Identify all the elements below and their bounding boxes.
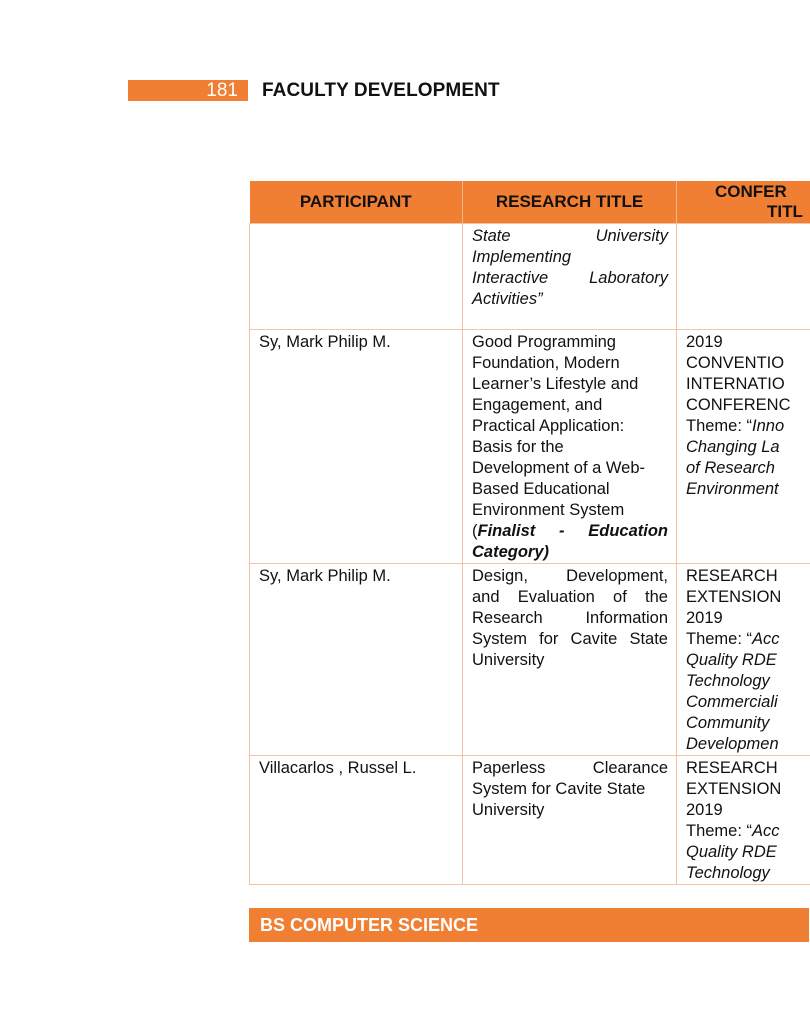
finalist-label: Finalist - Education: [477, 522, 668, 540]
conference-line: EXTENSION: [686, 780, 782, 798]
participant-cell: [250, 224, 463, 330]
conference-cell: [677, 224, 810, 330]
conference-theme-line: Community: [686, 714, 770, 732]
column-header-participant: PARTICIPANT: [250, 181, 463, 224]
participant-cell: Sy, Mark Philip M.: [250, 564, 463, 756]
title-line: System for Cavite State: [472, 630, 668, 648]
research-title-cell: [463, 224, 677, 330]
conference-line: CONVENTIO: [686, 354, 785, 372]
title-line: State University: [472, 227, 668, 245]
faculty-research-table: [249, 181, 810, 885]
finalist-line: (Finalist - Education: [472, 522, 668, 540]
conference-theme-line: Commerciali: [686, 693, 778, 711]
title-line: Development of a Web-: [472, 459, 646, 477]
table-row: [250, 224, 810, 330]
conference-line: CONFERENC: [686, 396, 791, 414]
title-line: Based Educational: [472, 480, 610, 498]
conference-theme-line: Quality RDE: [686, 843, 777, 861]
conference-theme-line: Theme: “Acc: [686, 822, 780, 840]
conference-line: RESEARCH: [686, 567, 778, 585]
conference-header-line-1: CONFER: [715, 182, 787, 201]
title-line: Basis for the: [472, 438, 564, 456]
research-title-cell: [463, 564, 677, 756]
title-line: System for Cavite State: [472, 780, 646, 798]
title-line: Good Programming: [472, 333, 616, 351]
conference-cell: [677, 564, 810, 756]
conference-theme-line: Technology: [686, 864, 770, 882]
conference-theme-line: of Research: [686, 459, 775, 477]
column-header-research-title: RESEARCH TITLE: [463, 181, 677, 224]
conference-line: 2019: [686, 801, 723, 819]
conference-theme-line: Developmen: [686, 735, 779, 753]
section-title: FACULTY DEVELOPMENT: [262, 80, 500, 101]
participant-cell: Sy, Mark Philip M.: [250, 330, 463, 564]
conference-theme-line: Technology: [686, 672, 770, 690]
conference-theme-line: Theme: “Acc: [686, 630, 780, 648]
conference-line: RESEARCH: [686, 759, 778, 777]
research-title-cell: [463, 756, 677, 885]
title-line: Foundation, Modern: [472, 354, 620, 372]
title-line: and Evaluation of the: [472, 588, 668, 606]
page-number: 181: [128, 80, 248, 101]
title-line: University: [472, 801, 545, 819]
title-line: Paperless Clearance: [472, 759, 668, 777]
participant-cell: Villacarlos , Russel L.: [250, 756, 463, 885]
column-header-conference-title: [677, 181, 810, 224]
conference-theme-line: Environment: [686, 480, 779, 498]
title-line: Engagement, and: [472, 396, 603, 414]
title-line: Research Information: [472, 609, 668, 627]
conference-line: 2019: [686, 609, 723, 627]
title-line: Activities”: [472, 290, 543, 308]
table-row: [250, 564, 810, 756]
conference-line: INTERNATIO: [686, 375, 785, 393]
finalist-line-end: Category): [472, 543, 550, 561]
title-line: Design, Development,: [472, 567, 668, 585]
title-line: Implementing: [472, 248, 572, 266]
conference-line: 2019: [686, 333, 723, 351]
conference-header-line-2: TITL: [767, 202, 803, 221]
program-section-bar: BS COMPUTER SCIENCE: [249, 908, 809, 942]
table-row: [250, 330, 810, 564]
table-header-row: [250, 181, 810, 224]
title-line: Interactive Laboratory: [472, 269, 668, 287]
table-row: [250, 756, 810, 885]
research-title-cell: [463, 330, 677, 564]
title-line: Environment System: [472, 501, 625, 519]
conference-theme-line: Quality RDE: [686, 651, 777, 669]
conference-cell: [677, 756, 810, 885]
title-line: University: [472, 651, 545, 669]
title-line: Practical Application:: [472, 417, 625, 435]
conference-theme-line: Theme: “Inno: [686, 417, 785, 435]
conference-line: EXTENSION: [686, 588, 782, 606]
conference-theme-line: Changing La: [686, 438, 780, 456]
conference-cell: [677, 330, 810, 564]
title-line: Learner’s Lifestyle and: [472, 375, 639, 393]
